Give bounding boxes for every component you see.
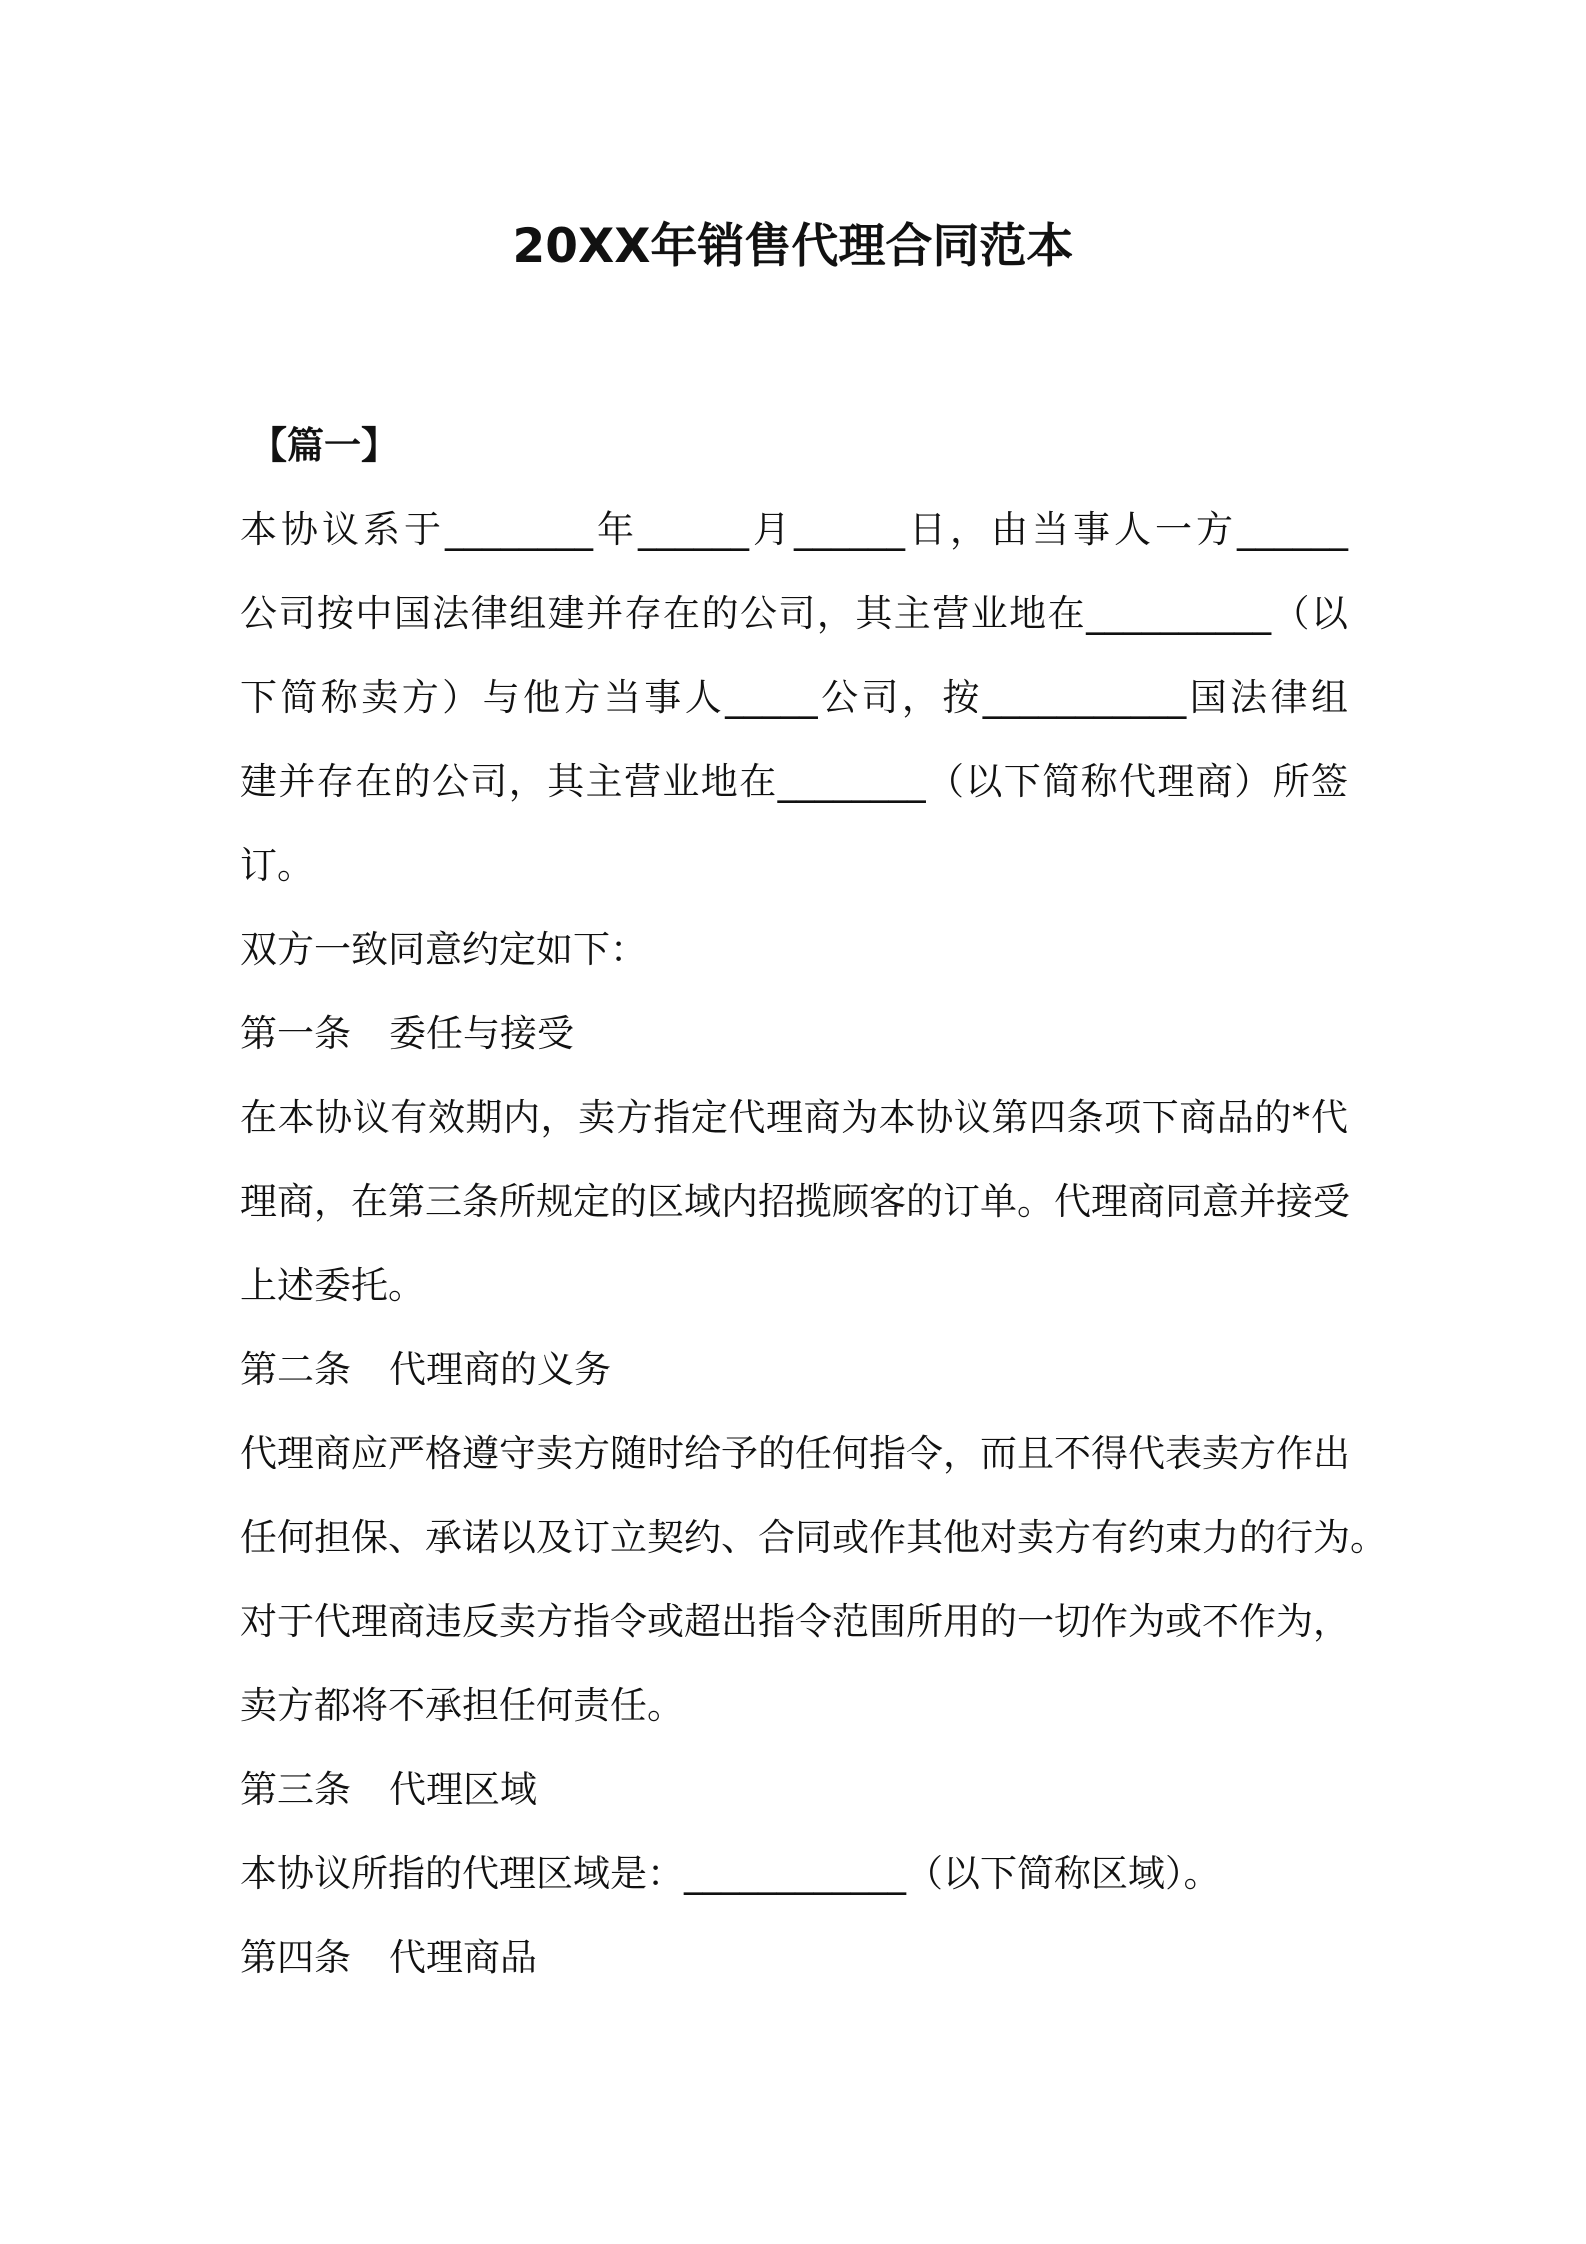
article-title: 代理商品 — [389, 1936, 537, 1979]
paragraph-line: 公司按中国法律组建并存在的公司，其主营业地在__________（以 — [240, 592, 1348, 635]
paragraph-line: 代理商应严格遵守卖方随时给予的任何指令，而且不得代表卖方作出 — [240, 1432, 1350, 1475]
paragraph-line: 对于代理商违反卖方指令或超出指令范围所用的一切作为或不作为， — [240, 1600, 1350, 1643]
article-title: 代理区域 — [389, 1768, 537, 1811]
article-number: 第二条 — [240, 1348, 351, 1391]
article-heading — [240, 1328, 1348, 1412]
article-heading — [240, 1748, 1348, 1832]
paragraph-line: 本协议系于________年______月______日，由当事人一方______ — [240, 508, 1348, 551]
section-label: 【篇一】 — [250, 424, 398, 467]
document-body — [240, 404, 1387, 2000]
paragraph-line: 下简称卖方）与他方当事人_____公司，按___________国法律组 — [240, 676, 1348, 719]
paragraph-line: 建并存在的公司，其主营业地在________（以下简称代理商）所签 — [240, 760, 1348, 803]
paragraph-line: 在本协议有效期内，卖方指定代理商为本协议第四条项下商品的*代 — [240, 1096, 1348, 1139]
paragraph-line: 上述委托。 — [240, 1264, 425, 1307]
article-title: 委任与接受 — [389, 1012, 574, 1055]
article-heading — [240, 1916, 1348, 2000]
article-number: 第三条 — [240, 1768, 351, 1811]
article-title: 代理商的义务 — [389, 1348, 611, 1391]
article-number: 第一条 — [240, 1012, 351, 1055]
paragraph-line: 理商，在第三条所规定的区域内招揽顾客的订单。代理商同意并接受 — [240, 1180, 1350, 1223]
paragraph-line: 订。 — [240, 844, 314, 887]
article-heading — [240, 992, 1348, 1076]
paragraph-line: 双方一致同意约定如下： — [240, 928, 647, 971]
document-title: 20XX年销售代理合同范本 — [512, 219, 1074, 274]
article-number: 第四条 — [240, 1936, 351, 1979]
paragraph-line: 任何担保、承诺以及订立契约、合同或作其他对卖方有约束力的行为。 — [240, 1516, 1387, 1559]
paragraph-line: 本协议所指的代理区域是：____________（以下简称区域）。 — [240, 1852, 1221, 1895]
paragraph-line: 卖方都将不承担任何责任。 — [240, 1684, 684, 1727]
